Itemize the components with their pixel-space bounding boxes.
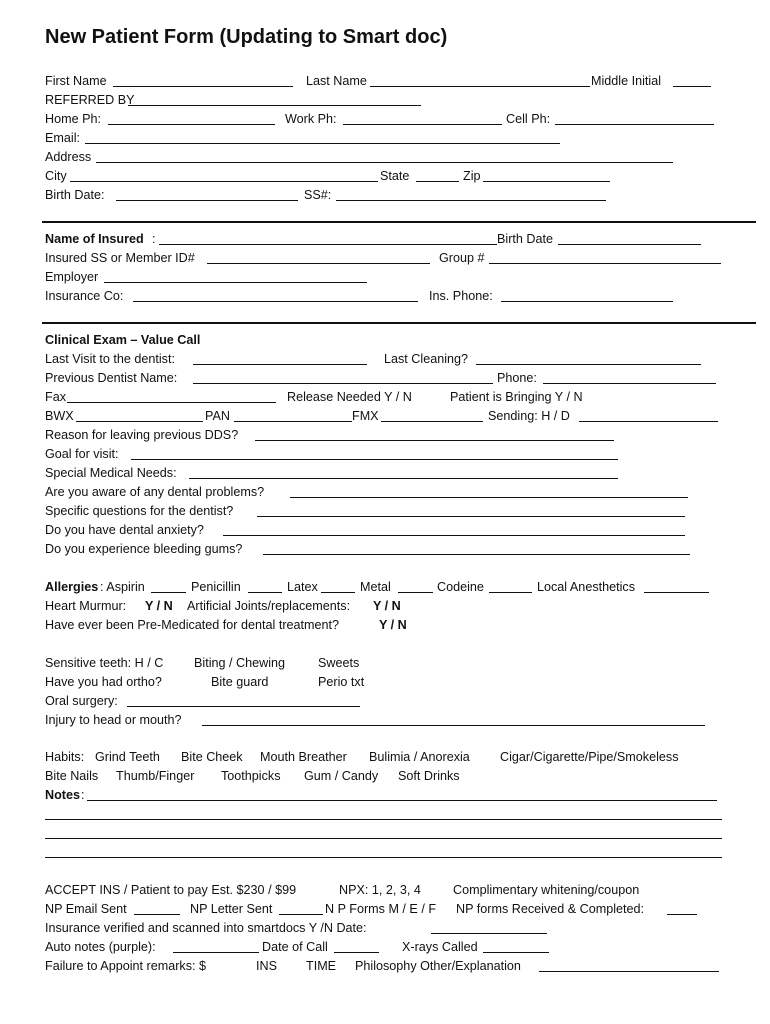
last-visit-field[interactable]	[193, 364, 367, 365]
home-phone-label: Home Ph:	[45, 112, 101, 126]
dentist-phone-label: Phone:	[497, 371, 537, 385]
notes-label: Notes	[45, 788, 80, 802]
habits-label: Habits:	[45, 750, 85, 764]
specific-questions-field[interactable]	[257, 516, 685, 517]
notes-line-2[interactable]	[45, 819, 722, 820]
insured-row	[45, 230, 730, 248]
had-ortho-label[interactable]: Have you had ortho?	[45, 675, 162, 689]
work-phone-field[interactable]	[343, 124, 502, 125]
zip-label: Zip	[463, 169, 481, 183]
last-name-label: Last Name	[306, 74, 367, 88]
specific-questions-row	[45, 502, 730, 520]
referred-row	[45, 91, 730, 109]
previous-dentist-field[interactable]	[193, 383, 493, 384]
form-title: New Patient Form (Updating to Smart doc)	[45, 26, 448, 48]
previous-dentist-label: Previous Dentist Name:	[45, 371, 178, 385]
first-name-field[interactable]	[113, 86, 293, 87]
bleeding-row	[45, 540, 730, 558]
aware-problems-field[interactable]	[290, 497, 688, 498]
sending-label[interactable]: Sending: H / D	[488, 409, 570, 423]
heart-murmur-row	[45, 597, 730, 615]
birth-row	[45, 186, 730, 204]
notes-row-4	[45, 843, 730, 861]
name-row	[45, 72, 730, 90]
fmx-label: FMX	[352, 409, 379, 423]
bite-cheek-option[interactable]: Bite Cheek	[181, 750, 243, 764]
accept-ins-row	[45, 881, 730, 899]
work-phone-label: Work Ph:	[285, 112, 337, 126]
clinical-exam-heading: Clinical Exam – Value Call	[45, 333, 201, 347]
latex-field[interactable]	[321, 592, 355, 593]
local-anesthetics-field[interactable]	[644, 592, 709, 593]
philosophy-field[interactable]	[539, 971, 719, 972]
section-divider	[42, 322, 756, 324]
auto-notes-field[interactable]	[173, 952, 259, 953]
special-medical-field[interactable]	[189, 478, 618, 479]
premedicated-yn[interactable]: Y / N	[379, 618, 407, 632]
xray-row	[45, 407, 730, 425]
last-visit-row	[45, 350, 730, 368]
email-field[interactable]	[85, 143, 560, 144]
codeine-label: Codeine	[437, 580, 484, 594]
oral-surgery-field[interactable]	[127, 706, 360, 707]
phones-row	[45, 110, 730, 128]
accept-ins-text[interactable]: ACCEPT INS / Patient to pay Est. $230 / $99	[45, 883, 297, 897]
gum-candy-option[interactable]: Gum / Candy	[304, 769, 379, 783]
bwx-field[interactable]	[76, 421, 203, 422]
npx-text[interactable]: NPX: 1, 2, 3, 4	[339, 883, 421, 897]
bite-guard-option[interactable]: Bite guard	[211, 675, 269, 689]
address-row	[45, 148, 730, 166]
cell-phone-label: Cell Ph:	[506, 112, 551, 126]
injury-row	[45, 711, 730, 729]
thumb-finger-option[interactable]: Thumb/Finger	[116, 769, 195, 783]
ortho-row	[45, 673, 730, 691]
bwx-label: BWX	[45, 409, 74, 423]
insurance-verified-row	[45, 919, 730, 937]
home-phone-field[interactable]	[108, 124, 275, 125]
middle-initial-field[interactable]	[673, 86, 711, 87]
fax-row	[45, 388, 730, 406]
local-anesthetics-label: Local Anesthetics	[537, 580, 636, 594]
soft-drinks-option[interactable]: Soft Drinks	[398, 769, 460, 783]
codeine-field[interactable]	[489, 592, 532, 593]
penicillin-field[interactable]	[248, 592, 282, 593]
metal-field[interactable]	[398, 592, 433, 593]
metal-label: Metal	[360, 580, 391, 594]
injury-label: Injury to head or mouth?	[45, 713, 182, 727]
insured-birth-date-label: Birth Date	[497, 232, 553, 246]
member-id-field[interactable]	[207, 263, 430, 264]
insured-birth-date-field[interactable]	[558, 244, 701, 245]
time-option[interactable]: TIME	[306, 959, 337, 973]
address-field[interactable]	[96, 162, 673, 163]
notes-colon: :	[81, 788, 85, 802]
name-of-insured-field[interactable]	[159, 244, 497, 245]
notes-row-3	[45, 824, 730, 842]
bite-nails-option[interactable]: Bite Nails	[45, 769, 99, 783]
state-field[interactable]	[416, 181, 459, 182]
name-of-insured-colon: :	[152, 232, 156, 246]
auto-notes-row	[45, 938, 730, 956]
mouth-breather-option[interactable]: Mouth Breather	[260, 750, 347, 764]
grind-teeth-option[interactable]: Grind Teeth	[95, 750, 160, 764]
np-email-label: NP Email Sent	[45, 902, 127, 916]
ssn-label: SS#:	[304, 188, 332, 202]
address-label: Address	[45, 150, 92, 164]
date-of-call-field[interactable]	[334, 952, 379, 953]
birth-date-field[interactable]	[116, 200, 298, 201]
first-name-label: First Name	[45, 74, 107, 88]
bleeding-field[interactable]	[263, 554, 690, 555]
aware-problems-label: Are you aware of any dental problems?	[45, 485, 265, 499]
xrays-called-label: X-rays Called	[402, 940, 478, 954]
pan-field[interactable]	[234, 421, 352, 422]
notes-row	[45, 786, 730, 804]
section-divider	[42, 221, 756, 223]
cigarette-option[interactable]: Cigar/Cigarette/Pipe/Smokeless	[500, 750, 679, 764]
reason-leaving-label: Reason for leaving previous DDS?	[45, 428, 239, 442]
employer-label: Employer	[45, 270, 99, 284]
np-letter-label: NP Letter Sent	[190, 902, 273, 916]
ins-phone-field[interactable]	[501, 301, 673, 302]
np-forms-received-field[interactable]	[667, 914, 697, 915]
ins-phone-label: Ins. Phone:	[429, 289, 493, 303]
last-cleaning-field[interactable]	[476, 364, 701, 365]
goal-label: Goal for visit:	[45, 447, 119, 461]
philosophy-label: Philosophy Other/Explanation	[355, 959, 521, 973]
artificial-joints-label: Artificial Joints/replacements:	[187, 599, 351, 613]
sweets-option[interactable]: Sweets	[318, 656, 360, 670]
dentist-phone-field[interactable]	[543, 383, 716, 384]
notes-line-3[interactable]	[45, 838, 722, 839]
notes-line-4[interactable]	[45, 857, 722, 858]
email-row	[45, 129, 730, 147]
bulimia-option[interactable]: Bulimia / Anorexia	[369, 750, 470, 764]
allergies-label: Allergies	[45, 580, 99, 594]
name-of-insured-label: Name of Insured	[45, 232, 144, 246]
member-id-label: Insured SS or Member ID#	[45, 251, 195, 265]
reason-leaving-field[interactable]	[255, 440, 614, 441]
pan-label: PAN	[205, 409, 230, 423]
insurance-co-row	[45, 287, 730, 305]
habits-row-1	[45, 748, 730, 766]
insurance-co-label: Insurance Co:	[45, 289, 124, 303]
state-label: State	[380, 169, 410, 183]
aspirin-field[interactable]	[151, 592, 186, 593]
xrays-called-field[interactable]	[483, 952, 549, 953]
referred-by-label: REFERRED BY	[45, 93, 135, 107]
last-visit-label: Last Visit to the dentist:	[45, 352, 175, 366]
insurance-verified-date-field[interactable]	[431, 933, 547, 934]
injury-field[interactable]	[202, 725, 705, 726]
np-forms-label[interactable]: N P Forms M / E / F	[325, 902, 437, 916]
last-cleaning-label: Last Cleaning?	[384, 352, 469, 366]
notes-row-2	[45, 805, 730, 823]
patient-bringing[interactable]: Patient is Bringing Y / N	[450, 390, 583, 404]
fmx-field[interactable]	[381, 421, 483, 422]
bleeding-label: Do you experience bleeding gums?	[45, 542, 243, 556]
np-letter-field[interactable]	[279, 914, 323, 915]
latex-label: Latex	[287, 580, 318, 594]
clinical-heading-row	[45, 331, 730, 349]
heart-murmur-yn[interactable]: Y / N	[145, 599, 173, 613]
aspirin-label: : Aspirin	[100, 580, 145, 594]
np-row	[45, 900, 730, 918]
middle-initial-label: Middle Initial	[591, 74, 661, 88]
toothpicks-option[interactable]: Toothpicks	[221, 769, 281, 783]
employer-field[interactable]	[104, 282, 367, 283]
date-of-call-label: Date of Call	[262, 940, 328, 954]
anxiety-label: Do you have dental anxiety?	[45, 523, 204, 537]
birth-date-label: Birth Date:	[45, 188, 105, 202]
special-medical-label: Special Medical Needs:	[45, 466, 177, 480]
goal-row	[45, 445, 730, 463]
np-forms-received-label: NP forms Received & Completed:	[456, 902, 645, 916]
perio-txt-option[interactable]: Perio txt	[318, 675, 365, 689]
notes-line-1[interactable]	[87, 800, 717, 801]
fax-label: Fax	[45, 390, 66, 404]
group-field[interactable]	[489, 263, 721, 264]
group-label: Group #	[439, 251, 485, 265]
ssn-field[interactable]	[336, 200, 606, 201]
employer-row	[45, 268, 730, 286]
whitening-text[interactable]: Complimentary whitening/coupon	[453, 883, 640, 897]
referred-by-field[interactable]	[128, 105, 421, 106]
last-name-field[interactable]	[370, 86, 590, 87]
premedicated-label: Have ever been Pre-Medicated for dental treatment?	[45, 618, 340, 632]
zip-field[interactable]	[483, 181, 610, 182]
auto-notes-label: Auto notes (purple):	[45, 940, 156, 954]
penicillin-label: Penicillin	[191, 580, 241, 594]
goal-field[interactable]	[131, 459, 618, 460]
email-label: Email:	[45, 131, 80, 145]
sending-field[interactable]	[579, 421, 718, 422]
oral-surgery-label: Oral surgery:	[45, 694, 118, 708]
city-field[interactable]	[70, 181, 378, 182]
fax-field[interactable]	[67, 402, 276, 403]
allergies-row	[45, 578, 730, 596]
city-row	[45, 167, 730, 185]
artificial-joints-yn[interactable]: Y / N	[373, 599, 401, 613]
failure-to-appoint-label: Failure to Appoint remarks: $	[45, 959, 206, 973]
sensitive-row	[45, 654, 730, 672]
anxiety-field[interactable]	[223, 535, 685, 536]
reason-row	[45, 426, 730, 444]
member-row	[45, 249, 730, 267]
insurance-verified-label[interactable]: Insurance verified and scanned into smartdocs Y /N Date:	[45, 921, 367, 935]
specific-questions-label: Specific questions for the dentist?	[45, 504, 234, 518]
np-email-field[interactable]	[134, 914, 180, 915]
failure-row	[45, 957, 730, 975]
oral-surgery-row	[45, 692, 730, 710]
biting-chewing-option[interactable]: Biting / Chewing	[194, 656, 286, 670]
habits-row-2	[45, 767, 730, 785]
city-label: City	[45, 169, 67, 183]
premedicated-row	[45, 616, 730, 634]
release-needed[interactable]: Release Needed Y / N	[287, 390, 412, 404]
dental-problems-row	[45, 483, 730, 501]
special-medical-row	[45, 464, 730, 482]
heart-murmur-label: Heart Murmur:	[45, 599, 127, 613]
ins-option[interactable]: INS	[256, 959, 277, 973]
previous-dentist-row	[45, 369, 730, 387]
cell-phone-field[interactable]	[555, 124, 714, 125]
sensitive-teeth-label[interactable]: Sensitive teeth: H / C	[45, 656, 164, 670]
insurance-co-field[interactable]	[133, 301, 418, 302]
anxiety-row	[45, 521, 730, 539]
